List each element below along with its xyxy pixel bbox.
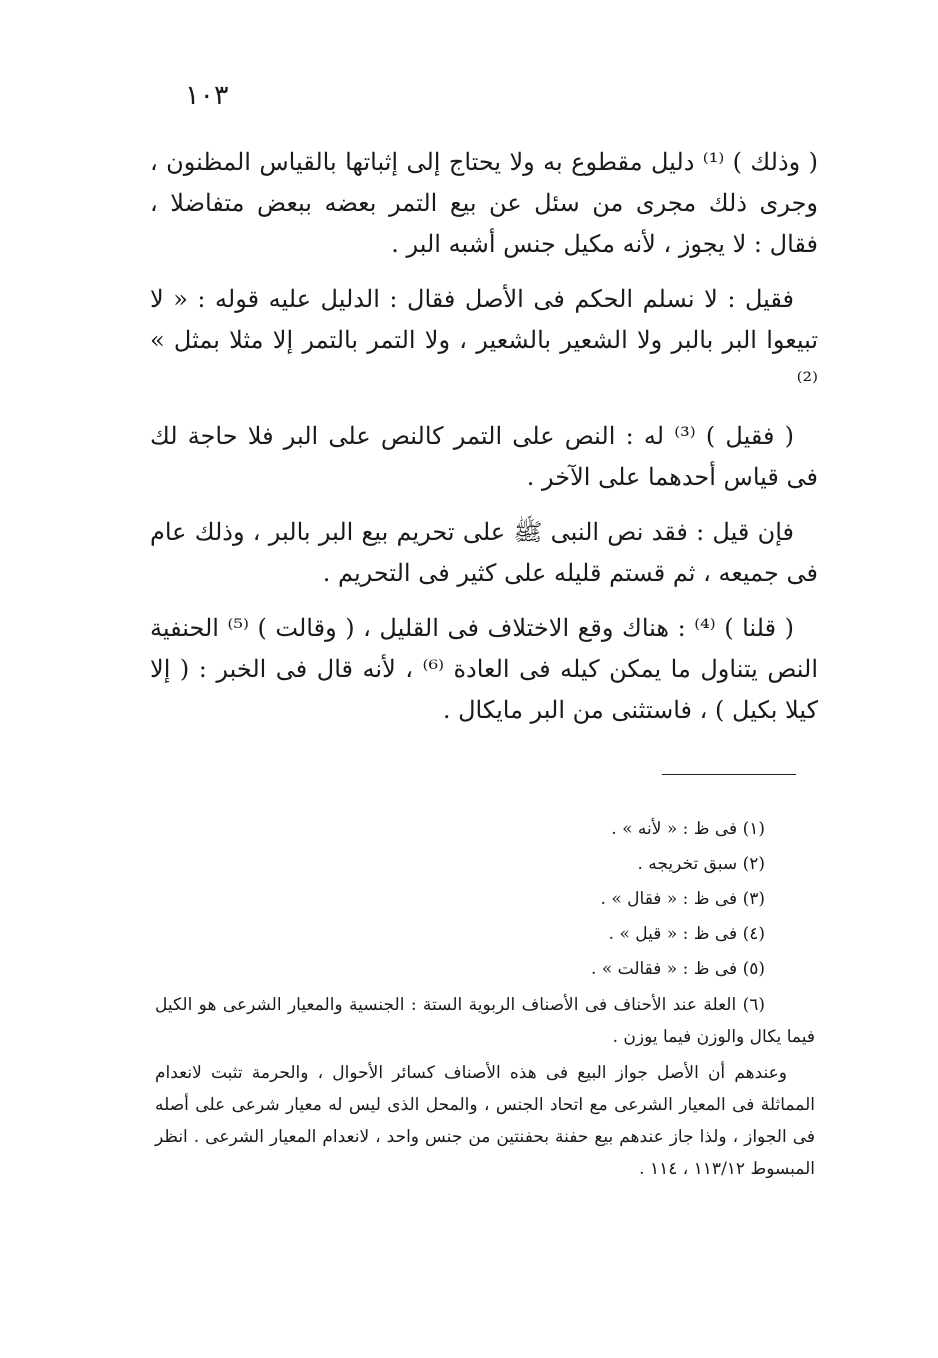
footnote: (٥) فى ظ : « فقالت » . <box>591 959 765 979</box>
footnote: (٤) فى ظ : « قيل » . <box>608 924 765 944</box>
footnote: (٢) سبق تخريجه . <box>637 854 765 874</box>
page-number: ١٠٣ <box>185 80 229 111</box>
footnote: (١) فى ظ : « لأنه » . <box>611 819 765 839</box>
footnote-separator <box>662 774 796 775</box>
paragraph: فقيل : لا نسلم الحكم فى الأصل فقال : الدليل عليه قوله : « لا تبيعوا البر بالبر ولا الشعير بالشعير ، ولا التمر بالتمر إلا مثلا بمثل » ⁽²⁾ <box>150 285 818 395</box>
paragraph: ( قلنا ) ⁽⁴⁾ : هناك وقع الاختلاف فى القليل ، ( وقالت ) ⁽⁵⁾ الحنفية النص يتناول ما يمكن كيله فى العادة ⁽⁶⁾ ، لأنه قال فى الخبر : ( إلا كيلا بكيل ) ، فاستثنى من البر مايكال . <box>150 614 819 724</box>
footnote: (٣) فى ظ : « فقال » . <box>600 889 765 909</box>
paragraph: فإن قيل : فقد نص النبى ﷺ على تحريم بيع البر بالبر ، وذلك عام فى جميعه ، ثم قستم قليله على كثير فى التحريم . <box>150 518 818 587</box>
footnote: (٦) العلة عند الأحناف فى الأصناف الربوية الستة : الجنسية والمعيار الشرعى هو الكيل فيما يكال والوزن فيما يوزن . <box>155 995 815 1047</box>
paragraph: ( وذلك ) ⁽¹⁾ دليل مقطوع به ولا يحتاج إلى إثباتها بالقياس المظنون ، وجرى ذلك مجرى من سئل عن بيع التمر بعضه ببعض متفاضلا ، فقال : لا يجوز ، لأنه مكيل جنس أشبه البر . <box>150 148 819 258</box>
main-text <box>150 142 818 745</box>
footnotes <box>155 812 815 1185</box>
paragraph: ( فقيل ) ⁽³⁾ له : النص على التمر كالنص على البر فلا حاجة لك فى قياس أحدهما على الآخر . <box>150 422 818 491</box>
footnote-continuation: وعندهم أن الأصل جواز البيع فى هذه الأصناف كسائر الأحوال ، والحرمة تثبت لانعدام المماثلة فى المعيار الشرعى مع اتحاد الجنس ، والمحل الذى ليس له معيار شرعى على أصله فى الجواز ، ولذا جاز عندهم بيع حفنة بحفنتين من جنس واحد ، لانعدام المعيار الشرعى . انظر المبسوط ١١٣/١٢ ، ١١٤ . <box>155 1063 815 1179</box>
